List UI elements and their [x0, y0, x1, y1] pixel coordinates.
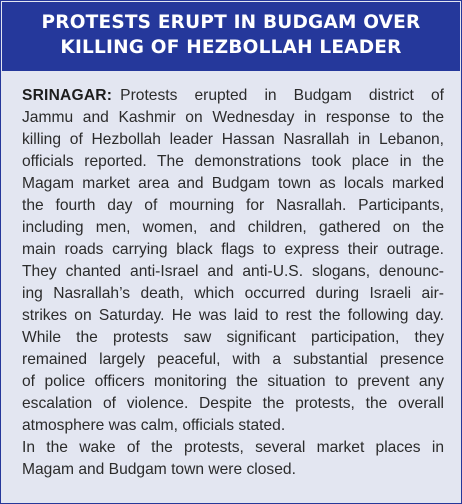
body-line: the fourth day of mourning for Nasrallah. Participants,: [22, 197, 444, 214]
body-line: atmosphere was calm, officials stated.: [22, 417, 286, 434]
body-line: Magam market area and Budgam town as locals marked: [22, 175, 444, 192]
body-line: [22, 85, 444, 107]
body-line: Magam and Budgam town were closed.: [22, 461, 296, 478]
headline-line-1: PROTESTS ERUPT IN BUDGAM OVER: [41, 12, 421, 33]
body-line: They chanted anti-Israel and anti-U.S. slogans, denounc-: [22, 263, 444, 280]
body-line-text: Protests erupted in Budgam district of: [120, 87, 444, 104]
headline-line-2: KILLING OF HEZBOLLAH LEADER: [60, 37, 402, 58]
dateline: SRINAGAR:: [22, 87, 113, 104]
body-line: including men, women, and children, gathered on the: [22, 219, 444, 236]
article-body: [22, 85, 444, 481]
body-line: killing of Hezbollah leader Hassan Nasrallah in Lebanon,: [22, 131, 444, 148]
body-line: escalation of violence. Despite the protests, the overall: [22, 395, 444, 412]
body-line: of police officers monitoring the situation to prevent any: [22, 373, 444, 390]
body-line: ing Nasrallah’s death, which occurred during Israeli air-: [22, 285, 444, 302]
body-line: officials reported. The demonstrations took place in the: [22, 153, 444, 170]
body-line: main roads carrying black flags to express their outrage.: [22, 241, 444, 258]
body-line: remained largely peaceful, with a substantial presence: [22, 351, 444, 368]
body-line: strikes on Saturday. He was laid to rest the following day.: [22, 307, 444, 324]
body-line: In the wake of the protests, several market places in: [22, 439, 444, 456]
body-line: Jammu and Kashmir on Wednesday in response to the: [22, 109, 444, 126]
headline-banner: [2, 2, 460, 71]
body-line: While the protests saw significant participation, they: [22, 329, 444, 346]
article-headline: [2, 2, 460, 60]
